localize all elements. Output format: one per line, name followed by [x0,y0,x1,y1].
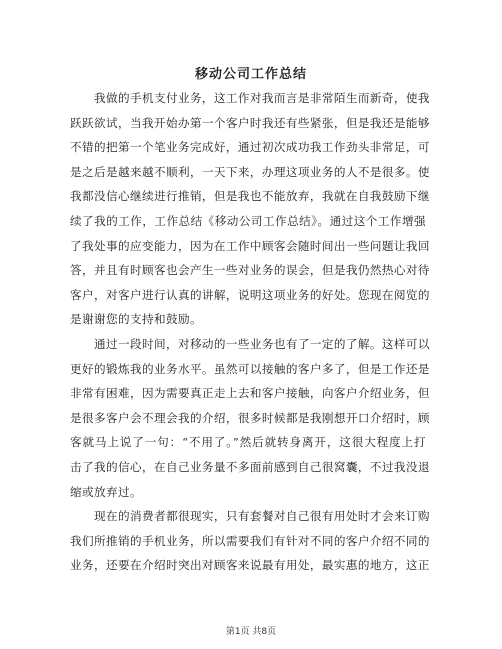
text-line: 我做的手机支付业务，这工作对我而言是非常陌生而新奇，使我 [70,91,430,105]
text-line: 我都没信心继续进行推销，但是我也不能放弃，我就在自我鼓励下继 [70,189,430,204]
text-line: 非常有困难，因为需要真正走上去和客户接触，向客户介绍业务，但 [70,386,430,401]
paragraph [70,86,430,332]
text-line: 现在的消费者都很现实，只有套餐对自己很有用处时才会来订购 [70,509,430,524]
text-line: 答，并且有时顾客也会产生一些对业务的误会，但是我仍然热心对待 [70,263,430,278]
page-number: 第1页 共8页 [225,627,277,637]
text-line: 更好的锻炼我的业务水平。虽然可以接触的客户多了，但是工作还是 [70,361,430,376]
text-line: 我们所推销的手机业务，所以需要我们有针对不同的客户介绍不同的 [70,533,430,548]
text-line: 通过一段时间，对移动的一些业务也有了一定的了解。这样可以 [70,336,430,351]
document-title: 移动公司工作总结 [194,67,307,82]
text-line: 续了我的工作，工作总结《移动公司工作总结》。通过这个工作增强 [70,213,426,228]
paragraph [70,332,430,504]
text-line: 客就马上说了一句：“不用了。”然后就转身离开，这很大程度上打 [70,435,426,450]
text-line: 不错的把第一个笔业务完成好，通过初次成功我工作劲头非常足，可 [70,140,430,155]
text-line: 是很多客户会不理会我的介绍，很多时候都是我刚想开口介绍时，顾 [70,410,430,425]
paragraph [70,504,430,578]
text-line: 是之后是越来越不顺利，一天下来，办理这项业务的人不是很多。使 [70,164,430,179]
text-line: 击了我的信心，在自己业务量不多面前感到自己很窝囊，不过我没退 [70,459,430,474]
text-line: 了我处事的应变能力，因为在工作中顾客会随时间出一些问题让我回 [70,238,430,253]
text-line: 跃跃欲试，当我开始办第一个客户时我还有些紧张，但是我还是能够 [70,115,430,130]
text-line: 客户，对客户进行认真的讲解，说明这项业务的好处。您现在阅览的 [70,287,430,302]
document-body [70,86,430,578]
text-line: 业务，还要在介绍时突出对顾客来说最有用处，最实惠的地方，这正 [70,558,430,573]
text-line: 是谢谢您的支持和鼓励。 [70,312,202,327]
text-line: 缩或放弃过。 [70,484,142,499]
